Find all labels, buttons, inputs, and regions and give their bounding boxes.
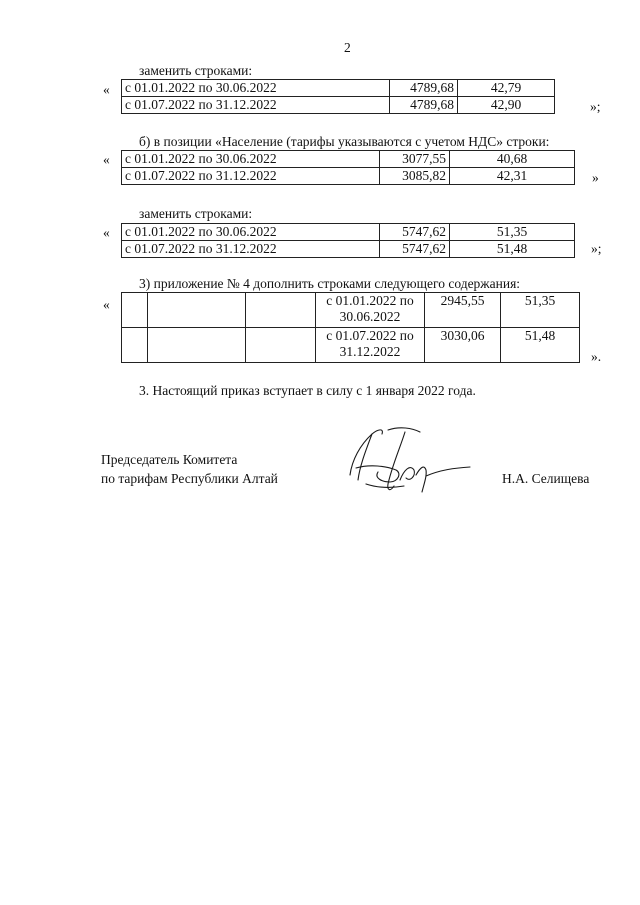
empty-cell <box>122 293 148 328</box>
block2-close-quote: » <box>592 170 599 185</box>
table-row <box>122 80 555 97</box>
value1-cell: 3077,55 <box>380 151 450 168</box>
page-number: 2 <box>344 40 351 55</box>
block3-close-quote: »; <box>591 241 602 256</box>
block2-intro: б) в позиции «Население (тарифы указываются с учетом НДС» строки: <box>139 134 550 149</box>
value2-cell: 40,68 <box>450 151 575 168</box>
value1-cell: 3030,06 <box>425 328 501 363</box>
value1-cell: 2945,55 <box>425 293 501 328</box>
block4-intro: 3) приложение № 4 дополнить строками следующего содержания: <box>139 276 521 291</box>
period-line1: с 01.07.2022 по <box>326 328 414 343</box>
item3-text: 3. Настоящий приказ вступает в силу с 1 января 2022 года. <box>139 383 476 398</box>
value1-cell: 3085,82 <box>380 168 450 185</box>
value2-cell: 42,31 <box>450 168 575 185</box>
empty-cell <box>148 293 246 328</box>
empty-cell <box>246 293 316 328</box>
table-row <box>122 241 575 258</box>
block2-open-quote: « <box>103 152 110 167</box>
period-cell: с 01.07.2022 по 31.12.2022 <box>122 97 390 114</box>
period-cell: с 01.07.2022 по 31.12.2022 <box>122 241 380 258</box>
value1-cell: 5747,62 <box>380 241 450 258</box>
period-cell <box>316 328 425 363</box>
empty-cell <box>246 328 316 363</box>
period-line2: 30.06.2022 <box>339 309 401 324</box>
empty-cell <box>122 328 148 363</box>
value2-cell: 51,48 <box>450 241 575 258</box>
period-cell: с 01.01.2022 по 30.06.2022 <box>122 224 380 241</box>
signatory-position-line2: по тарифам Республики Алтай <box>101 471 278 486</box>
period-cell: с 01.01.2022 по 30.06.2022 <box>122 80 390 97</box>
value1-cell: 4789,68 <box>390 80 458 97</box>
empty-cell <box>148 328 246 363</box>
value2-cell: 51,48 <box>501 328 580 363</box>
table-row <box>122 97 555 114</box>
block3-table <box>121 223 575 258</box>
period-line2: 31.12.2022 <box>339 344 401 359</box>
table-row <box>122 168 575 185</box>
period-cell: с 01.07.2022 по 31.12.2022 <box>122 168 380 185</box>
value1-cell: 4789,68 <box>390 97 458 114</box>
value2-cell: 42,90 <box>458 97 555 114</box>
block1-close-quote: »; <box>590 99 601 114</box>
block1-open-quote: « <box>103 82 110 97</box>
block1-table <box>121 79 555 114</box>
value2-cell: 51,35 <box>450 224 575 241</box>
period-line1: с 01.01.2022 по <box>326 293 414 308</box>
value2-cell: 51,35 <box>501 293 580 328</box>
block2-table <box>121 150 575 185</box>
value2-cell: 42,79 <box>458 80 555 97</box>
block1-intro: заменить строками: <box>139 63 253 78</box>
block4-open-quote: « <box>103 297 110 312</box>
table-row <box>122 328 580 363</box>
period-cell <box>316 293 425 328</box>
block3-intro: заменить строками: <box>139 206 253 221</box>
value1-cell: 5747,62 <box>380 224 450 241</box>
block4-table <box>121 292 580 363</box>
table-row <box>122 151 575 168</box>
signatory-name: Н.А. Селищева <box>502 471 590 486</box>
table-row <box>122 293 580 328</box>
table-row <box>122 224 575 241</box>
block3-open-quote: « <box>103 225 110 240</box>
block4-close-quote: ». <box>591 349 602 364</box>
signatory-position-line1: Председатель Комитета <box>101 452 238 467</box>
period-cell: с 01.01.2022 по 30.06.2022 <box>122 151 380 168</box>
